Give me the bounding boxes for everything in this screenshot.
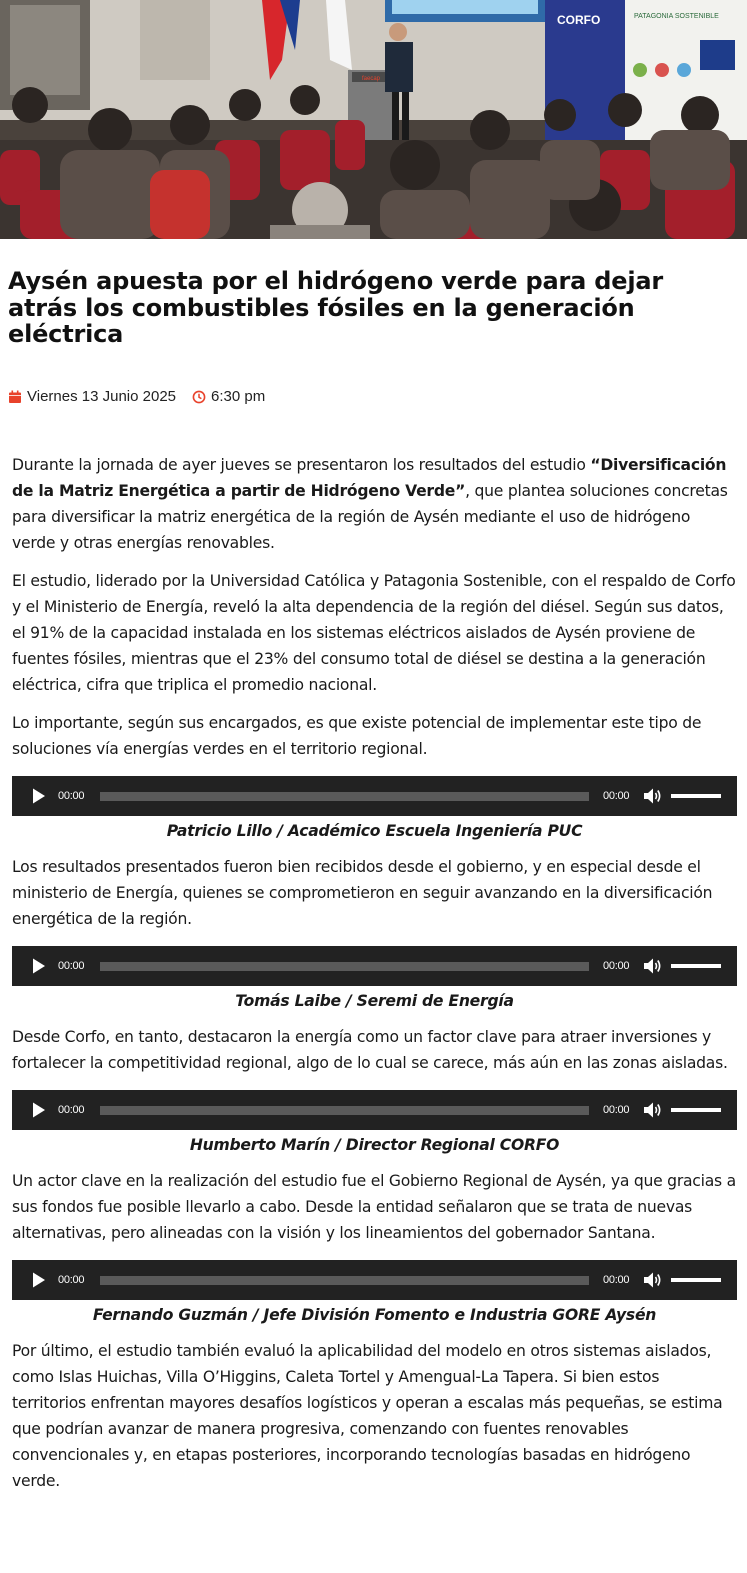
play-icon[interactable] xyxy=(30,1101,48,1119)
audio-player-1 xyxy=(12,776,737,816)
volume-icon[interactable] xyxy=(643,1271,663,1289)
duration: 00:00 xyxy=(603,1274,630,1286)
article-meta xyxy=(8,388,265,405)
volume-slider[interactable] xyxy=(671,964,721,968)
current-time: 00:00 xyxy=(58,790,85,802)
article-title: Aysén apuesta por el hidrógeno verde para dejar atrás los combustibles fósiles en la generación eléctrica xyxy=(8,267,663,348)
volume-slider[interactable] xyxy=(671,1108,721,1112)
paragraph-3: Lo importante, según sus encargados, es que existe potencial de implementar este tipo de soluciones vía energías verdes en el territorio regional. xyxy=(12,714,702,758)
audio-player-2 xyxy=(12,946,737,986)
volume-icon[interactable] xyxy=(643,787,663,805)
paragraph-2: El estudio, liderado por la Universidad Católica y Patagonia Sostenible, con el respaldo de Corfo y el Ministerio de Energía, reveló la alta dependencia de la región del diésel. Según sus datos, el 91% de la capacidad instalada en los sistemas eléctricos aislados de Aysén proviene de fuentes fósiles, mientras que el 23% del consumo total de diésel se destina a la generación eléctrica, cifra que triplica el promedio nacional. xyxy=(12,572,736,694)
progress-rail[interactable] xyxy=(100,1106,589,1115)
paragraph-7: Por último, el estudio también evaluó la aplicabilidad del modelo en otros sistemas aislados, como Islas Huichas, Villa O’Higgins, Caleta Tortel y Amengual-La Tapera. Si bien estos territorios enfrentan mayores desafíos logísticos y operan a escalas más pequeñas, se estima que podrían avanzar de manera progresiva, comenzando con fuentes renovables convencionales y, en etapas posteriores, incorporando tecnologías basadas en hidrógeno verde. xyxy=(12,1342,723,1490)
current-time: 00:00 xyxy=(58,1104,85,1116)
progress-rail[interactable] xyxy=(100,962,589,971)
audio-caption-4: Fernando Guzmán / Jefe División Fomento e Industria GORE Aysén xyxy=(92,1306,657,1324)
duration: 00:00 xyxy=(603,1104,630,1116)
banner-partner-text: PATAGONIA SOSTENIBLE xyxy=(634,13,719,20)
volume-icon[interactable] xyxy=(643,1101,663,1119)
paragraph-4: Los resultados presentados fueron bien recibidos desde el gobierno, y en especial desde el ministerio de Energía, quienes se comprometieron en seguir avanzando en la diversificación energética de la región. xyxy=(12,858,713,928)
audio-player-4 xyxy=(12,1260,737,1300)
audio-caption-2: Tomás Laibe / Seremi de Energía xyxy=(235,992,514,1010)
audio-player-3 xyxy=(12,1090,737,1130)
podium-label: faecap xyxy=(362,76,381,82)
play-icon[interactable] xyxy=(30,1271,48,1289)
banner-brand-text: CORFO xyxy=(557,13,601,27)
calendar-icon xyxy=(8,390,22,404)
current-time: 00:00 xyxy=(58,960,85,972)
volume-slider[interactable] xyxy=(671,1278,721,1282)
progress-rail[interactable] xyxy=(100,1276,589,1285)
article-time: 6:30 pm xyxy=(211,388,266,405)
duration: 00:00 xyxy=(603,960,630,972)
paragraph-6: Un actor clave en la realización del estudio fue el Gobierno Regional de Aysén, ya que gracias a sus fondos fue posible llevarlo a cabo. Desde la entidad señalaron que se trata de nuevas alternativas, pero alineadas con la visión y los lineamientos del gobernador Santana. xyxy=(12,1172,736,1242)
article-body xyxy=(12,452,737,1506)
paragraph-5: Desde Corfo, en tanto, destacaron la energía como un factor clave para atraer inversiones y fortalecer la competitividad regional, algo de lo cual se carece, más aún en las zonas aisladas. xyxy=(12,1028,728,1072)
duration: 00:00 xyxy=(603,790,630,802)
play-icon[interactable] xyxy=(30,787,48,805)
audio-caption-1: Patricio Lillo / Académico Escuela Ingeniería PUC xyxy=(166,822,583,840)
volume-icon[interactable] xyxy=(643,957,663,975)
audio-caption-3: Humberto Marín / Director Regional CORFO xyxy=(189,1136,560,1154)
paragraph-1: Durante la jornada de ayer jueves se presentaron los resultados del estudio “Diversificación de la Matriz Energética a partir de Hidrógeno Verde”, que plantea soluciones concretas para diversificar la matriz energética de la región de Aysén mediante el uso de hidrógeno verde y otras energías renovables. xyxy=(12,456,728,552)
clock-icon xyxy=(192,390,206,404)
current-time: 00:00 xyxy=(58,1274,85,1286)
study-name: “Diversificación de la Matriz Energética a partir de Hidrógeno Verde” xyxy=(12,456,727,500)
progress-rail[interactable] xyxy=(100,792,589,801)
hero-image xyxy=(0,0,747,239)
volume-slider[interactable] xyxy=(671,794,721,798)
article-date: Viernes 13 Junio 2025 xyxy=(27,388,177,405)
play-icon[interactable] xyxy=(30,957,48,975)
